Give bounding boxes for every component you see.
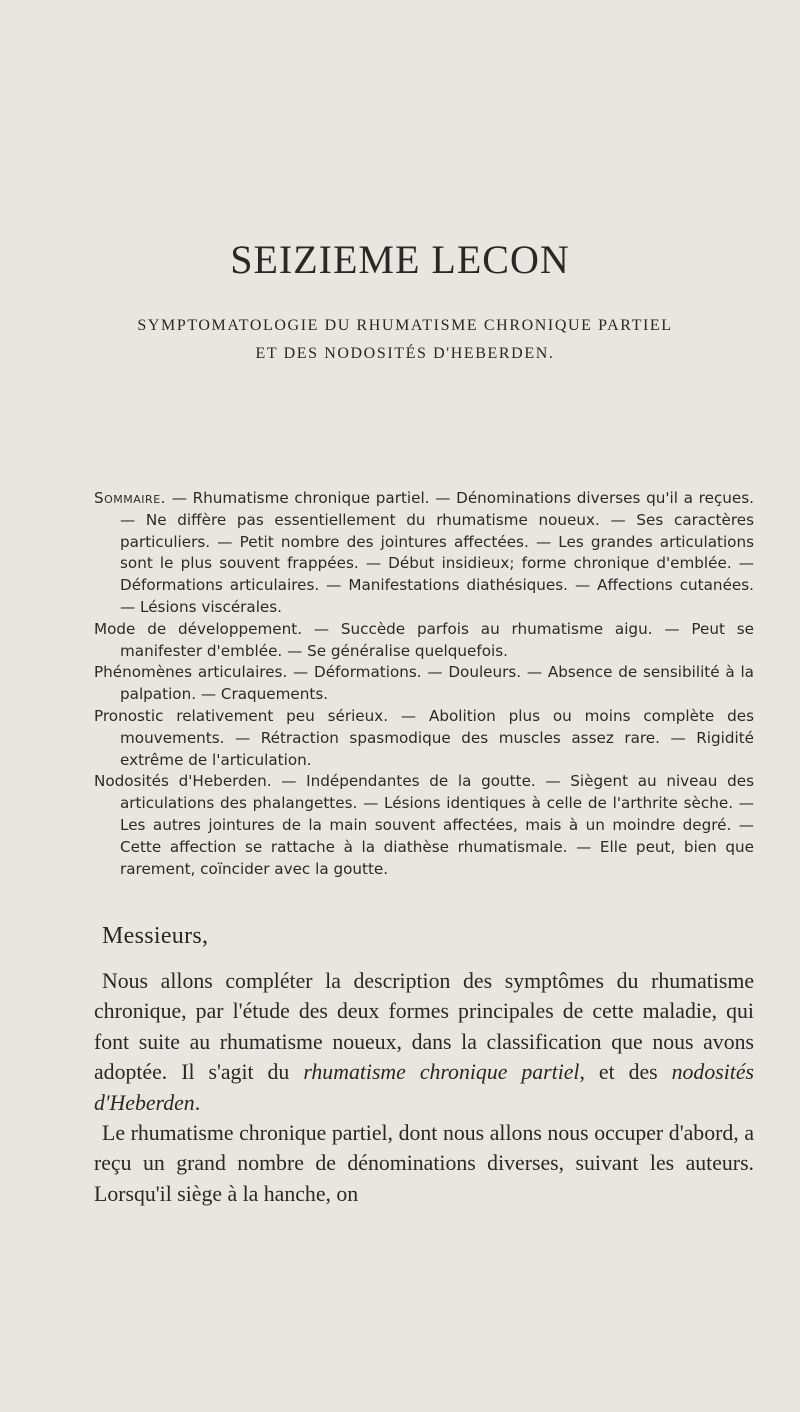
lesson-subtitle [40, 312, 770, 368]
lesson-title: SEIZIEME LECON [230, 237, 570, 282]
summary-item [94, 488, 754, 619]
salutation: Messieurs, [102, 923, 209, 949]
body-text [94, 966, 754, 1209]
summary-label: Sommaire. [94, 489, 166, 507]
body-paragraph [94, 966, 754, 1118]
summary-block [94, 488, 754, 880]
summary-item-text: — Rhumatisme chronique partiel. — Dénominations diverses qu'il a reçues. — Ne diffère pas essentiellement du rhumatisme noueux. — Ses caractères particuliers. — Petit nombre des jointures affectées. — Les grandes articulations sont le plus souvent frappées. — Début insidieux; forme chronique d'emblée. — Déformations articulaires. — Manifestations diathésiques. — Affections cutanées. — Lésions viscérales. [120, 489, 754, 616]
emphasis-term: nodosités d'Heberden [94, 1060, 754, 1115]
summary-item: Phénomènes articulaires. — Déformations. — Douleurs. — Absence de sensibilité à la palpation. — Craquements. [94, 663, 754, 704]
summary-item: Pronostic relativement peu sérieux. — Abolition plus ou moins complète des mouvements. — Rétraction spasmodique des muscles assez rare. — Rigidité extrême de l'articulation. [94, 706, 754, 769]
subtitle-line-1: SYMPTOMATOLOGIE DU RHUMATISME CHRONIQUE PARTIEL [137, 317, 673, 334]
body-text-run: , et des [579, 1060, 672, 1085]
subtitle-line-2: ET DES NODOSITÉS D'HEBERDEN. [255, 345, 555, 362]
body-text-run: . [194, 1090, 201, 1115]
summary-item: Mode de développement. — Succède parfois au rhumatisme aigu. — Peut se manifester d'emblée. — Se généralise quelquefois. [94, 619, 754, 660]
emphasis-term: rhumatisme chronique partiel [303, 1060, 580, 1085]
body-paragraph: Le rhumatisme chronique partiel, dont nous allons nous occuper d'abord, a reçu un grand nombre de dénominations diverses, suivant les auteurs. Lorsqu'il siège à la hanche, on [94, 1121, 754, 1206]
body-text-run: Nous allons compléter la description des symptômes du rhumatisme chronique, par l'étude des deux formes principales de cette maladie, qui font suite au rhumatisme noueux, dans la classification que nous avons adoptée. Il s'agit du [94, 969, 754, 1085]
summary-item: Nodosités d'Heberden. — Indépendantes de la goutte. — Siègent au niveau des articulations des phalangettes. — Lésions identiques à celle de l'arthrite sèche. — Les autres jointures de la main souvent affectées, mais à un moindre degré. — Cette affection se rattache à la diathèse rhumatismale. — Elle peut, bien que rarement, coïncider avec la goutte. [94, 772, 754, 878]
